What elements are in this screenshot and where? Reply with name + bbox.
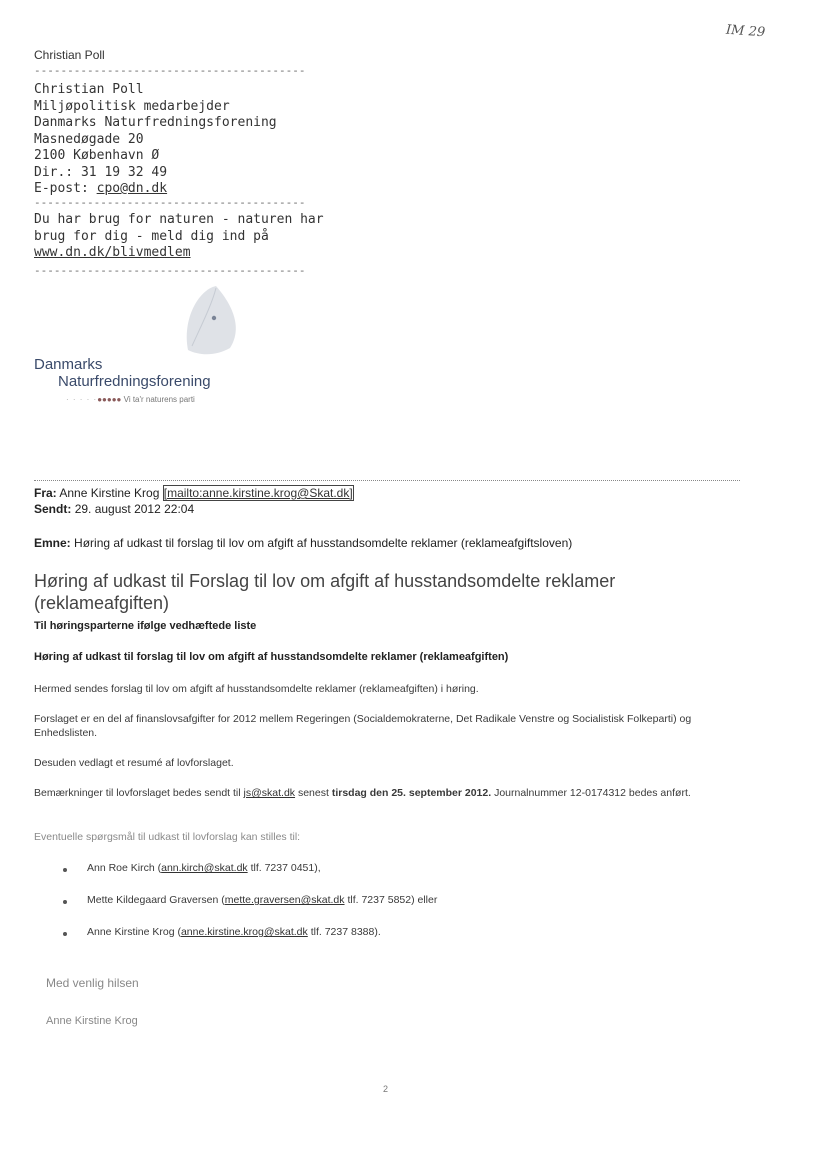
contact-item <box>87 893 437 907</box>
header-divider <box>34 480 740 481</box>
signature-divider-2: ----------------------------------------- <box>34 196 306 209</box>
contact-phone: tlf. 7237 8388). <box>307 926 381 938</box>
signature-divider-1: ----------------------------------------- <box>34 64 306 77</box>
logo-tagline: Vi ta'r naturens parti <box>123 395 195 404</box>
logo-line-1: Danmarks <box>34 356 103 373</box>
slogan-line-1: Du har brug for naturen - naturen har <box>34 212 324 227</box>
para4-text-post: Journalnummer 12-0174312 bedes anført. <box>491 787 691 799</box>
from-label: Fra: <box>34 486 57 500</box>
subject-value: Høring af udkast til forslag til lov om afgift af husstandsomdelte reklamer (reklameafgiftsloven) <box>74 536 573 550</box>
from-mailto-link[interactable]: [mailto:anne.kirstine.krog@Skat.dk] <box>163 486 353 500</box>
contact-item <box>87 861 321 875</box>
para4-deadline: tirsdag den 25. september 2012. <box>331 787 492 799</box>
closing-greeting: Med venlig hilsen <box>46 976 139 990</box>
contact-item <box>87 925 381 939</box>
contact-email-link[interactable]: mette.graversen@skat.dk <box>224 894 345 906</box>
letter-addressee: Til høringsparterne ifølge vedhæftede liste <box>34 620 257 632</box>
from-value: Anne Kirstine Krog <box>59 486 160 500</box>
letter-para-4 <box>34 786 738 800</box>
questions-intro: Eventuelle spørgsmål til udkast til lovforslag kan stilles til: <box>34 831 301 843</box>
sent-value: 29. august 2012 22:04 <box>74 502 195 516</box>
contact-name: Anne Kirstine Krog ( <box>87 926 181 938</box>
letter-para-1: Hermed sendes forslag til lov om afgift af husstandsomdelte reklamer (reklameafgiften) i høring. <box>34 683 479 695</box>
bullet-icon <box>63 932 67 936</box>
signature-city: 2100 København Ø <box>34 148 160 163</box>
para4-text-mid: senest <box>295 787 332 799</box>
contact-name: Mette Kildegaard Graversen ( <box>87 894 225 906</box>
sent-label: Sendt: <box>34 502 72 516</box>
para4-email-link[interactable]: js@skat.dk <box>243 787 296 799</box>
contact-email-link[interactable]: anne.kirstine.krog@skat.dk <box>180 926 308 938</box>
contact-email-link[interactable]: ann.kirch@skat.dk <box>161 862 248 874</box>
slogan-line-2: brug for dig - meld dig ind på <box>34 228 269 244</box>
page-number: 2 <box>383 1084 389 1094</box>
signature-street: Masnedøgade 20 <box>34 131 144 147</box>
logo-line-2: Naturfredningsforening <box>58 373 211 390</box>
signature-name: Christian Poll <box>34 82 144 97</box>
para4-text-pre: Bemærkninger til lovforslaget bedes sendt til <box>34 787 244 799</box>
handwritten-note: IM 29 <box>725 22 766 41</box>
contact-phone: tlf. 7237 0451), <box>247 862 321 874</box>
from-row <box>34 486 354 500</box>
closing-sender: Anne Kirstine Krog <box>46 1015 138 1027</box>
contact-name: Ann Roe Kirch ( <box>87 862 162 874</box>
contact-phone: tlf. 7237 5852) eller <box>344 894 438 906</box>
signature-block <box>34 82 277 198</box>
letter-heading: Høring af udkast til forslag til lov om afgift af husstandsomdelte reklamer (reklameafgiften) <box>34 651 509 663</box>
letter-title: Høring af udkast til Forslag til lov om afgift af husstandsomdelte reklamer (reklameafgiften) <box>34 571 616 613</box>
logo-tagline-row: · · · · ·●●●●● Vi ta'r naturens parti <box>66 395 195 404</box>
sent-row <box>34 502 194 516</box>
subject-label: Emne: <box>34 536 71 550</box>
signature-divider-3: ----------------------------------------- <box>34 264 306 277</box>
bullet-icon <box>63 868 67 872</box>
letter-para-2: Forslaget er en del af finanslovsafgifter for 2012 mellem Regeringen (Socialdemokraterne, Det Radikale Venstre og Socialistisk Folkeparti) og Enhedslisten. <box>34 713 692 739</box>
signature-phone: Dir.: 31 19 32 49 <box>34 164 168 180</box>
signature-top-name: Christian Poll <box>34 48 105 62</box>
signature-email-link[interactable]: cpo@dn.dk <box>96 181 168 196</box>
signature-role: Miljøpolitisk medarbejder <box>34 98 230 114</box>
signature-slogan <box>34 212 324 262</box>
subject-row <box>34 536 572 550</box>
signature-email-label: E-post: <box>34 181 97 196</box>
slogan-membership-link[interactable]: www.dn.dk/blivmedlem <box>34 245 191 260</box>
dn-logo-leaf-icon <box>168 280 248 360</box>
bullet-icon <box>63 900 67 904</box>
signature-org: Danmarks Naturfredningsforening <box>34 115 277 130</box>
letter-para-3: Desuden vedlagt et resumé af lovforslaget. <box>34 757 234 769</box>
